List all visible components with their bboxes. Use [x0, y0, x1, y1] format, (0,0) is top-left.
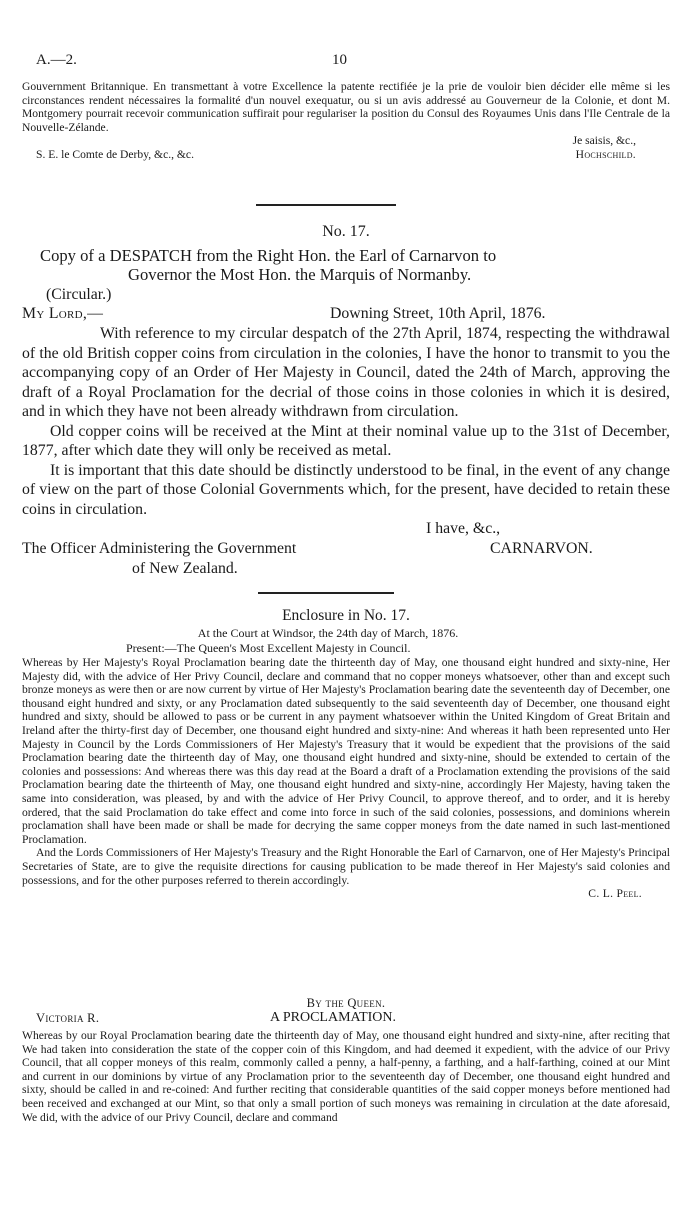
document-reference: A.—2.	[36, 52, 77, 68]
section-divider	[256, 204, 396, 206]
despatch-paragraph-3: It is important that this date should be distinctly understood to be final, in the event of any change of view on the part of those Colonial Governments which, for the present, have decided to retain these coins in circulation.	[22, 461, 670, 518]
despatch-number: No. 17.	[322, 223, 370, 240]
french-letter-text: Gouvernment Britannique. En transmettant à votre Excellence la patente rectifiée je la prie de vouloir bien décider elle même si les circonstances rendent nécessaires la formalité d'un nouvel exequatur, ou si un avis addressé au Gouverneur de la Colonie, et dont M. Montgomery pourrait recevoir communication suffirait pour regulariser la position du Consul des Royaumes Unis dans l'Ile Centrale de la Nouvelle-Zélande.	[22, 80, 670, 134]
enclosure-present-line: Present:—The Queen's Most Excellent Majesty in Council.	[126, 641, 411, 655]
page-number: 10	[332, 52, 347, 68]
proclamation	[22, 996, 670, 1124]
french-letter	[22, 80, 670, 163]
despatch-circular: (Circular.)	[46, 285, 112, 303]
despatch-addressee-line2: of New Zealand.	[132, 559, 238, 577]
section-divider	[258, 592, 394, 594]
despatch-title-line2: Governor the Most Hon. the Marquis of Normanby.	[128, 265, 472, 284]
despatch-closing: I have, &c.,	[426, 520, 501, 537]
french-closing: Je saisis, &c.,	[572, 134, 636, 148]
proclamation-text: Whereas by our Royal Proclamation bearing date the thirteenth day of May, one thousand eight hundred and sixty-nine, after reciting that We had taken into consideration the state of the copper coin of this Kingdom, and had deemed it expedient, with the advice of our Privy Council, that all copper moneys of this realm, commonly called a penny, a half-penny, a farthing, and a half-farthing, coined at our Mint and current in our dominions by virtue of any Proclamation prior to the seventeenth day of December, one thousand eight hundred and sixty, should be called in and re-coined: And further reciting that considerable quantities of the said copper moneys before mentioned had been received and exchanged at our Mint, so that only a small portion of such moneys was remaining in circulation at the date aforesaid, We did, with the advice of our Privy Council, declare and command	[22, 1029, 670, 1124]
despatch-paragraph-1: With reference to my circular despatch of the 27th April, 1874, respecting the withdrawal of the old British copper coins from circulation in the colonies, I have the honor to transmit to you the accompanying copy of an Order of Her Majesty in Council, dated the 24th of March, approving the draft of a Royal Proclamation for the decrial of those coins in those colonies in which it is desired, and in which they have not been already withdrawn from circulation.	[22, 325, 670, 420]
despatch-paragraph-2: Old copper coins will be received at the Mint at their nominal value up to the 31st of December, 1877, after which date they will only be received as metal.	[22, 422, 670, 459]
despatch-title-line1: Copy of a DESPATCH from the Right Hon. the Earl of Carnarvon to	[40, 245, 497, 265]
enclosure-title: Enclosure in No. 17.	[282, 607, 410, 624]
page-header	[36, 52, 676, 72]
despatch	[22, 222, 670, 579]
enclosure-court-line: At the Court at Windsor, the 24th day of March, 1876.	[197, 626, 459, 640]
despatch-salutation: My Lord,—	[22, 305, 104, 322]
proclamation-victoria: Victoria R.	[36, 1011, 100, 1025]
proclamation-title: A PROCLAMATION.	[270, 1010, 397, 1025]
proclamation-by-the-queen: By the Queen.	[306, 996, 386, 1010]
enclosure-paragraph-1: Whereas by Her Majesty's Royal Proclamation bearing date the thirteenth day of May, one thousand eight hundred and sixty-nine, Her Majesty did, with the advice of Her Privy Council, declare and command that no copper moneys whatsoever, other than and except such bronze moneys as were then or are now current by virtue of Her Majesty's Proclamation bearing date the seventeenth day of December, one thousand eight hundred and sixty, or any Proclamation dated subsequently to the said seventeenth day of December, one thousand eight hundred and sixty, should be allowed to pass or be current in any payment whatsoever within the United Kingdom of Great Britain and Ireland after the thirty-first day of December, one thousand eight hundred and sixty-nine: And whereas it hath been represented unto Her Majesty in Council by the Lords Commissioners of Her Majesty's Treasury that it would be expedient that the provisions of the said Proclamation bearing date the thirteenth day of May, one thousand eight hundred and sixty-nine, should be extended to certain of the colonies and possessions: And whereas there was this day read at the Board a draft of a Proclamation extending the provisions of the said Proclamation bearing date the thirteenth of May, one thousand eight hundred and sixty-nine, accordingly Her Majesty, having taken the same into consideration, was pleased, by and with the advice of Her Privy Council, to approve thereof, and to order, and it is hereby ordered, that the said Proclamation do take effect and come into force in such of the said colonies, possessions, and dominions wherein proclamation shall have been made or shall be made for decrying the same copper moneys from the date named in such last-mentioned Proclamation.	[22, 656, 670, 846]
despatch-addressee-line1: The Officer Administering the Government	[22, 539, 297, 557]
enclosure-signature: C. L. Peel.	[588, 887, 642, 901]
enclosure-paragraph-2: And the Lords Commissioners of Her Majesty's Treasury and the Right Honorable the Earl of Carnarvon, one of Her Majesty's Principal Secretaries of State, are to give the requisite directions for causing publication to be made thereof in Her Majesty's said colonies and possessions, and for the other purposes referred to therein accordingly.	[22, 846, 670, 887]
despatch-signature: CARNARVON.	[490, 539, 593, 557]
despatch-place-date: Downing Street, 10th April, 1876.	[330, 305, 546, 322]
french-signature: Hochschild.	[575, 147, 636, 161]
enclosure	[22, 606, 670, 901]
french-recipient: S. E. le Comte de Derby, &c., &c.	[36, 147, 194, 161]
